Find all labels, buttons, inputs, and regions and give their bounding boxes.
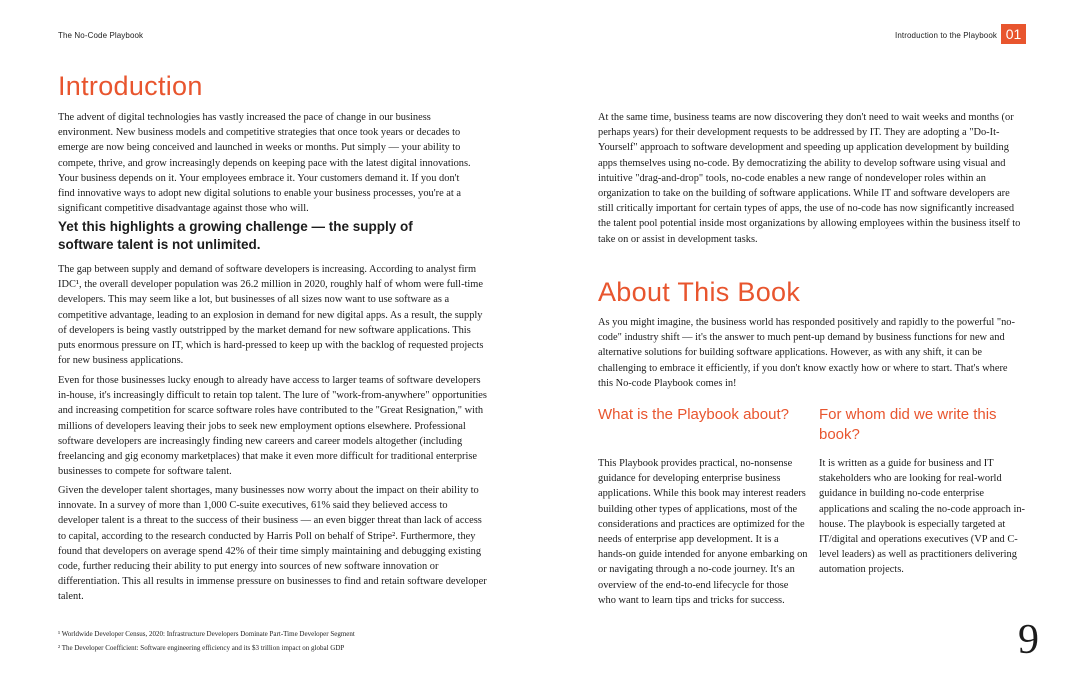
intro-paragraph-3: Even for those businesses lucky enough to already have access to larger teams of software developers in-house, it's increasingly difficult to retain top talent. The lure of "work-from-anywhere" opportunities and increasing competition for scarce software roles have contributed to the "Great Resignation," with millions of developers leaving their jobs to seek new employment options elsewhere. Professional software developers are increasingly finding new careers and career models altogether (including freelancing and gig economy marketplaces) that make it even more difficult for traditional enterprise businesses to compete for software talent. — [58, 375, 487, 478]
footnote-2: ² The Developer Coefficient: Software engineering efficiency and its $3 trillion impact on global GDP — [58, 644, 345, 652]
for-whom-paragraph: It is written as a guide for business and IT stakeholders who are looking for real-world guidance in building no-code enterprise applications and scaling the no-code approach in-house. The playbook is especially targeted at IT/digital and operations executives (VP and C-level leaders) as well as practitioners delivering automation projects. — [819, 458, 1026, 576]
running-header-left: The No-Code Playbook — [58, 31, 144, 40]
for-whom-heading: For whom did we write this book? — [819, 406, 997, 443]
page-number: 9 — [1018, 617, 1039, 663]
about-paragraph: As you might imagine, the business world has responded positively and rapidly to the powerful "no-code" industry shift — it's the answer to much pent-up demand by business functions for new and alternative solutions for building software applications. However, as with any shift, it can be challenging to embrace it efficiently, if you don't know exactly how or where to start. That's where this No-code Playbook comes in! — [598, 317, 1015, 389]
intro-paragraph-1: The advent of digital technologies has vastly increased the pace of change in our business environment. New business models and competitive strategies that once took years or decades to emerge are now being conceived and launched in weeks or months. Put simply — your ability to compete, thrive, and grow increasingly depends on keeping pace with the latest digital innovations. Your business depends on it. Your employees embrace it. Your customers demand it. If you don't find innovative ways to adopt new digital solutions to enable your business processes, you're at a significant competitive disadvantage against those who will. — [58, 112, 471, 215]
what-is-playbook-paragraph: This Playbook provides practical, no-nonsense guidance for developing enterprise business applications. While this book may interest readers building other types of applications, most of the considerations and practices are optimized for the needs of enterprise app development. It is a hands-on guide intended for anyone embarking on or navigating through a no-code journey. It's an overview of the end-to-end lifecycle for those who want to learn tips and tricks for success. — [598, 458, 808, 606]
running-header-right: Introduction to the Playbook — [895, 31, 997, 40]
introduction-heading: Introduction — [58, 71, 203, 101]
challenge-subheading: Yet this highlights a growing challenge — the supply of software talent is not unlimited. — [58, 219, 413, 252]
intro-paragraph-2: The gap between supply and demand of software developers is increasing. According to analyst firm IDC¹, the overall developer population was 26.2 million in 2020, roughly half of whom were full-time developers. This may seem like a lot, but businesses of all sizes now want to use software as a competitive advantage, leading to an explosion in demand for new digital apps. As a result, the supply of developers is being vastly outstripped by the market demand for new software applications. This puts enormous pressure on IT, which is hard-pressed to keep up with the backlog of requested projects for new business applications. — [58, 264, 484, 367]
intro-paragraph-4: Given the developer talent shortages, many businesses now worry about the impact on their ability to innovate. In a survey of more than 1,000 C-suite executives, 61% said they believed access to developer talent is a threat to the success of their business — an even bigger threat than lack of access to capital, according to the research conducted by Harris Poll on behalf of Stripe². Furthermore, they found that developers on average spend 42% of their time simply maintaining and debugging existing code, further reducing their ability to put energy into sources of new software innovation or differentiation. This all results in immense pressure on businesses to find and retain software developer talent. — [58, 485, 487, 603]
right-paragraph-1: At the same time, business teams are now discovering they don't need to wait weeks and months (or perhaps years) for their development requests to be addressed by IT. They are adopting a "Do-It-Yourself" approach to software development and speeding up application development by building apps themselves using no-code. By democratizing the ability to develop software using visual and intuitive "drag-and-drop" tools, no-code enables a new range of nondeveloper roles within an organization to take on the building of software applications. While IT and software developers are still critically important for certain types of apps, the use of no-code has now significantly increased the talent pool potential inside most organizations by allowing employees within the business itself to take on or assist in development tasks. — [598, 112, 1021, 245]
footnote-1: ¹ Worldwide Developer Census, 2020: Infrastructure Developers Dominate Part-Time Developer Segment — [58, 630, 355, 638]
what-is-playbook-heading: What is the Playbook about? — [598, 406, 789, 423]
about-this-book-heading: About This Book — [598, 277, 801, 307]
chapter-number-badge: 01 — [1001, 24, 1026, 44]
